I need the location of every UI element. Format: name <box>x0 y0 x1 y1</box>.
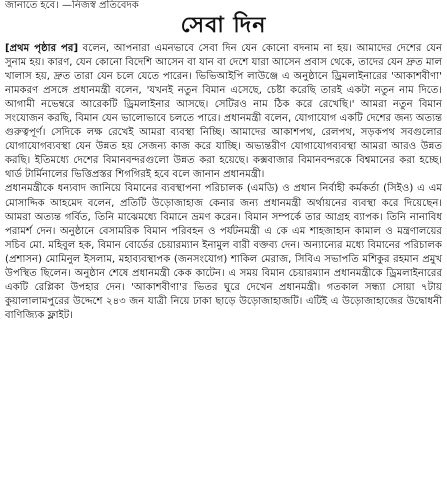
article-headline: সেবা দিন <box>180 13 267 38</box>
continued-from-label: [প্রথম পৃষ্ঠার পর] <box>5 43 79 54</box>
article-paragraph-1 <box>5 42 442 182</box>
previous-article-fragment: জানাতে হবে। —নিজস্ব প্রতিবেদক <box>5 0 139 11</box>
article-body <box>5 42 442 323</box>
paragraph-1-text: বলেন, আপনারা এমনভাবে সেবা দিন যেন কোনো বদনাম না হয়। আমাদের দেশের যেন সুনাম হয়। কারণ, যেন কোনো বিদেশি আসেন বা যান বা দেশে যারা আসেন প্রবাস থেকে, তাদের যেন দ্রুত মাল খালাস হয়, দ্রুত তারা যেন চলে যেতে পারেন। ভিভিআইপি লাউঞ্জে এ অনুষ্ঠানে ড্রিমলাইনারের 'আকাশবীণা' নামকরণ প্রসঙ্গে প্রধানমন্ত্রী বলেন, 'যখনই নতুন বিমান এসেছে, চেষ্টা করেছি তারই একটা নতুন নাম দিতে। আগামী নভেম্বরে আরেকটি ড্রিমলাইনার আসছে। সেটিরও নাম ঠিক করে রেখেছি।' আমরা নতুন বিমান সংযোজন করছি, বিমান যেন ভালোভাবে চলতে পারে। প্রধানমন্ত্রী বলেন, যোগাযোগ একটি দেশের জন্য অত্যন্ত গুরুত্বপূর্ণ। সেদিকে লক্ষ রেখেই আমরা ব্যবস্থা নিচ্ছি। আমাদের আকাশপথ, রেলপথ, সড়কপথ সবগুলোর যোগাযোগব্যবস্থা যেন উন্নত হয় সেজন্য কাজ করে যাচ্ছি। অভ্যন্তরীণ যোগাযোগব্যবস্থা আমরা আরও উন্নত করছি। ইতিমধ্যে দেশের বিমানবন্দরগুলো উন্নত করা হয়েছে। কক্সবাজার বিমানবন্দরকে বিশ্বমানের করা হচ্ছে। থার্ড টার্মিনালের ভিত্তিপ্রস্তর শিগগিরই হবে বলে জানান প্রধানমন্ত্রী। <box>5 43 442 181</box>
article-paragraph-2: প্রধানমন্ত্রীকে ধন্যবাদ জানিয়ে বিমানের ব্যবস্থাপনা পরিচালক (এমডি) ও প্রধান নির্বাহী কর্মকর্তা (সিইও) এ এম মোসাদ্দিক আহমেদ বলেন, প্রতিটি উড়োজাহাজ কেনার জন্য প্রধানমন্ত্রী অর্থায়নের ব্যবস্থা করে দিয়েছেন। আমরা অত্যন্ত গর্বিত, তিনি মাঝেমধ্যে বিমানে ভ্রমণ করেন। বিমান সম্পর্কে তার আগ্রহ ব্যাপক। তিনি নানাবিধ পরামর্শ দেন। অনুষ্ঠানে বেসামরিক বিমান পরিবহন ও পর্যটনমন্ত্রী এ কে এম শাহজাহান কামাল ও মন্ত্রণালয়ের সচিব মো. মহিবুল হক, বিমান বোর্ডের চেয়ারম্যান ইনামুল বারী বক্তব্য দেন। অন্যান্যের মধ্যে বিমানের পরিচালক (প্রশাসন) মোমিনুল ইসলাম, মহাব্যবস্থাপক (জনসংযোগ) শাকিল মেরাজ, সিবিএ সভাপতি মশিকুর রহমান প্রমুখ উপস্থিত ছিলেন। অনুষ্ঠান শেষে প্রধানমন্ত্রী কেক কাটেন। এ সময় বিমান চেয়ারম্যান প্রধানমন্ত্রীকে ড্রিমলাইনারের একটি রেপ্লিকা উপহার দেন। 'আকাশবীণা'র ভিতর ঘুরে দেখেন প্রধানমন্ত্রী। গতকাল সন্ধ্যা সোয়া ৭টায় কুয়ালালামপুরের উদ্দেশে ২৪৩ জন যাত্রী নিয়ে ঢাকা ছাড়ে উড়োজাহাজটি। এটিই এ উড়োজাহাজের উদ্বোধনী বাণিজ্যিক ফ্লাইট। <box>5 183 442 321</box>
